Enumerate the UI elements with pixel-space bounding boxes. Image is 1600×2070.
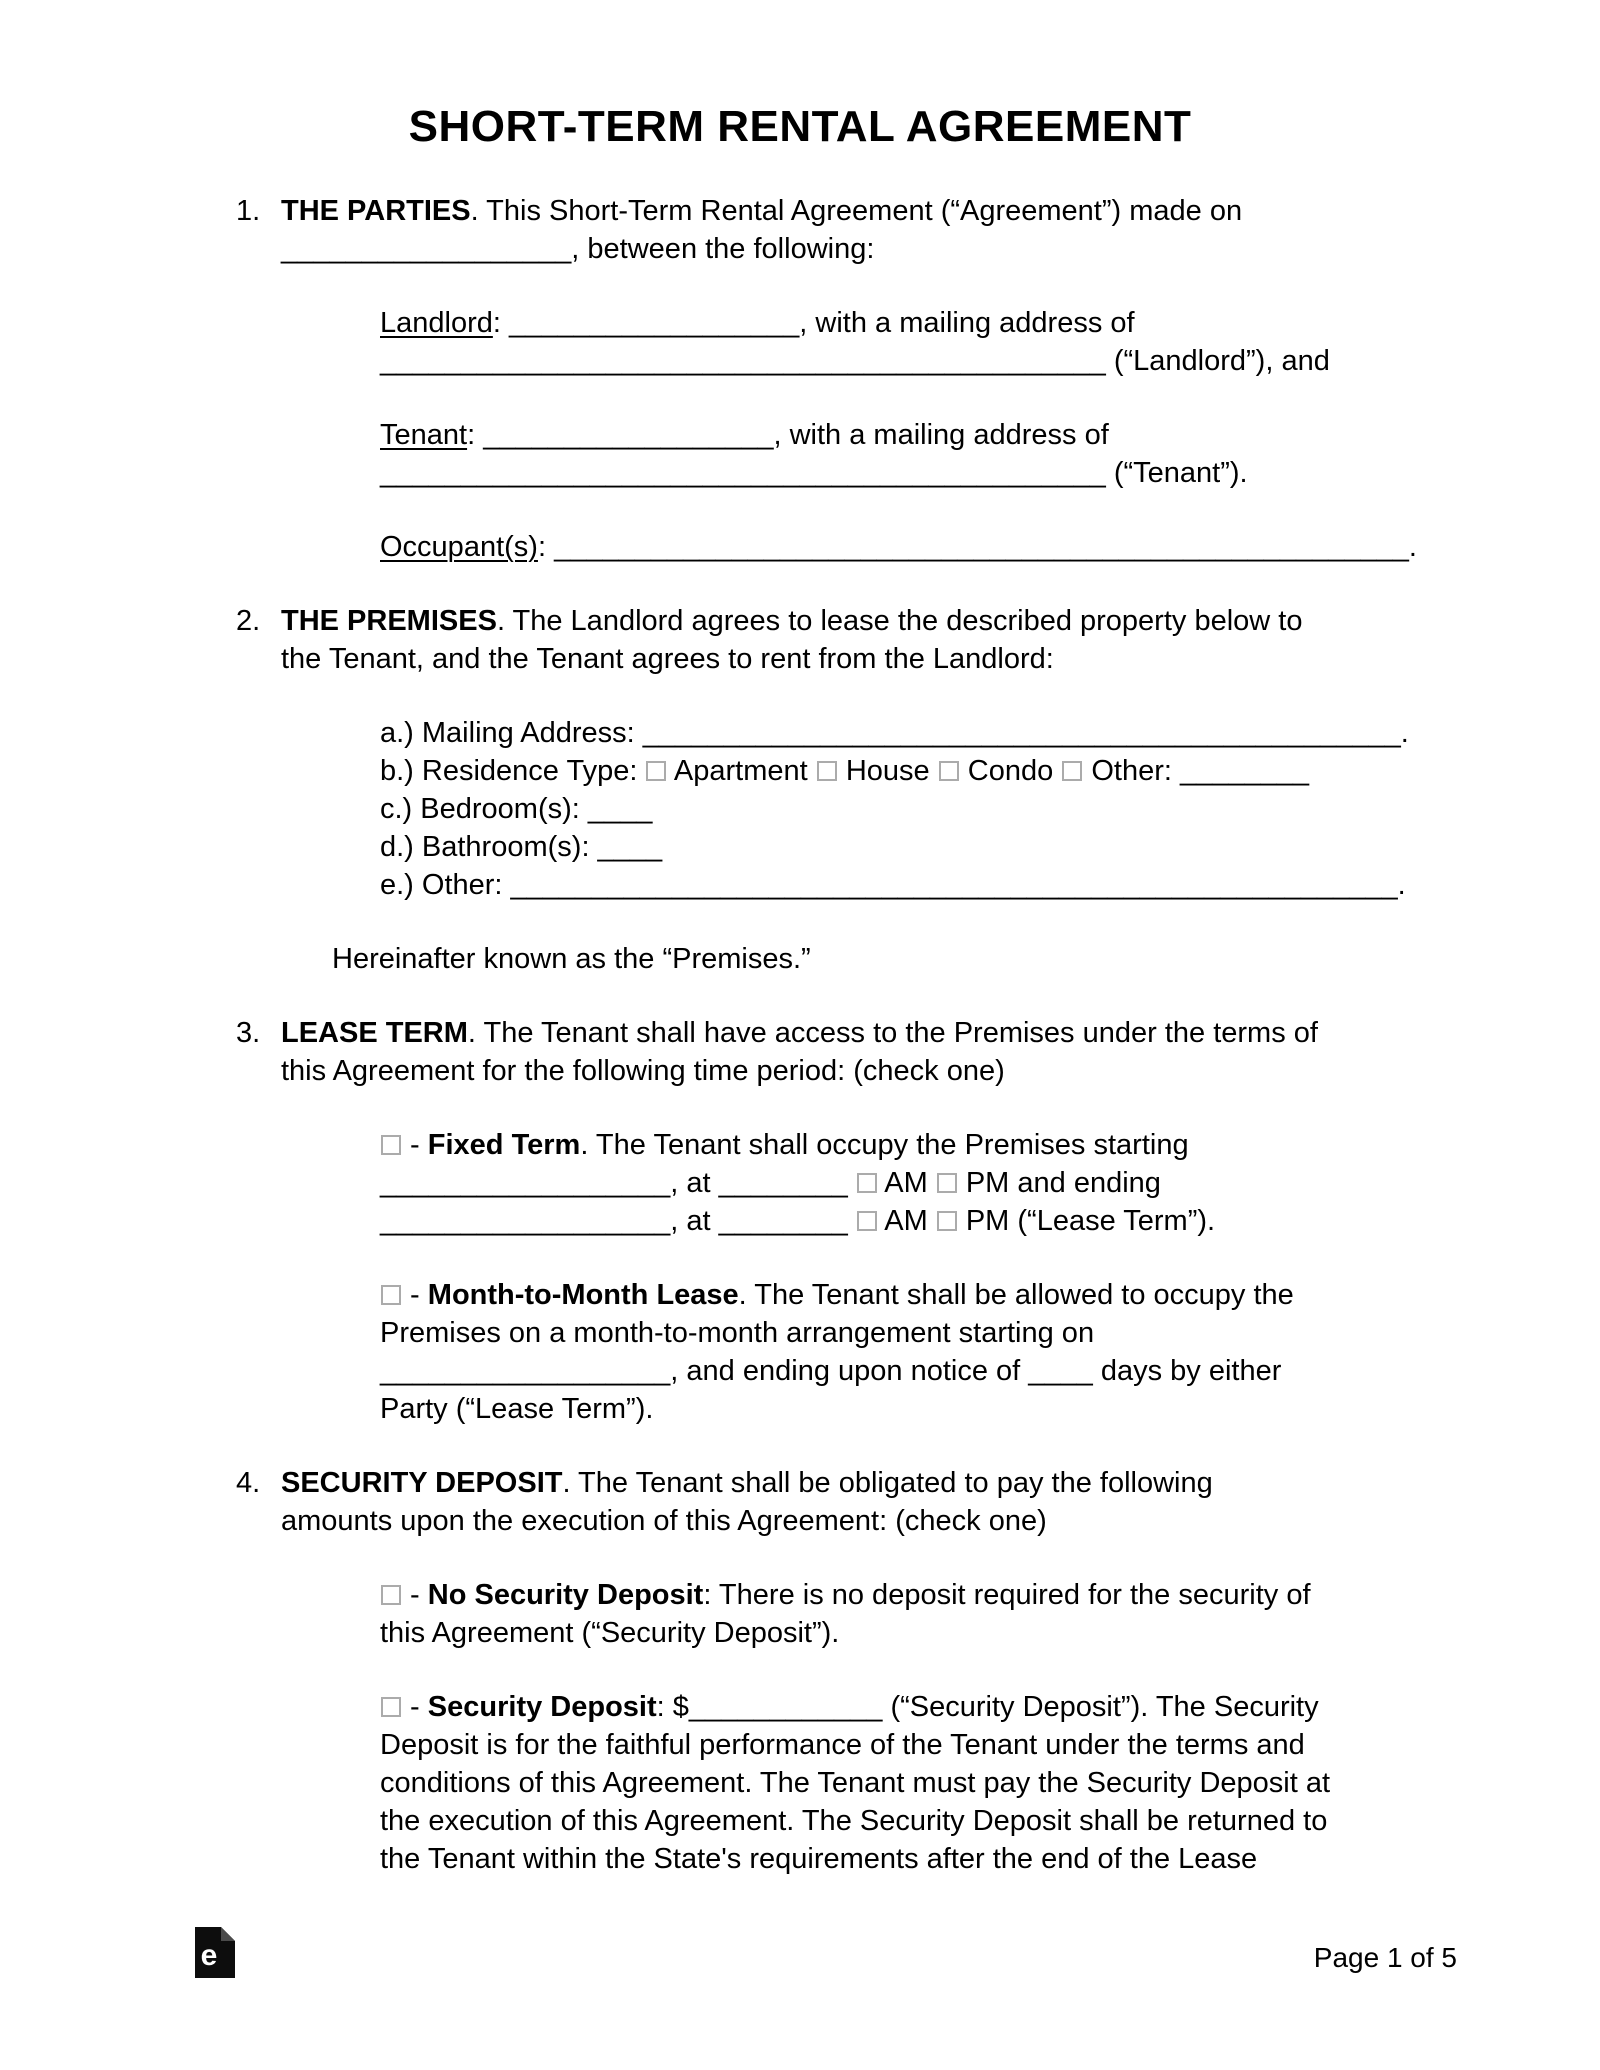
eforms-logo xyxy=(195,1927,235,1978)
text-line xyxy=(380,828,1486,866)
text-segment: Party (“Lease Term”). xyxy=(380,1393,654,1425)
text-segment: AM xyxy=(877,1167,936,1199)
text-segment: : __________________, with a mailing address of xyxy=(467,419,1109,451)
text-line xyxy=(281,1464,1213,1502)
text-segment: Hereinafter known as the “Premises.” xyxy=(332,943,811,975)
text-segment: House xyxy=(837,755,938,787)
text-segment: a.) Mailing Address: _______________________________________________. xyxy=(380,717,1409,749)
text-segment: b.) Residence Type: xyxy=(380,755,646,787)
text-line xyxy=(380,1390,1486,1428)
text-segment: the execution of this Agreement. The Security Deposit shall be returned to xyxy=(380,1805,1328,1837)
block-occupants xyxy=(380,528,1486,566)
text-line xyxy=(380,714,1486,752)
text-segment: : $____________ (“Security Deposit”). The Security xyxy=(656,1691,1319,1723)
text-line xyxy=(380,1576,1486,1614)
checkbox[interactable] xyxy=(381,1585,401,1605)
checkbox[interactable] xyxy=(381,1285,401,1305)
text-line xyxy=(380,342,1486,380)
text-segment: Other: ________ xyxy=(1083,755,1310,787)
text-segment: . The Landlord agrees to lease the described property below to xyxy=(496,605,1303,637)
block-lease-term xyxy=(236,1014,1486,1090)
text-segment: amounts upon the execution of this Agreement: (check one) xyxy=(281,1505,1047,1537)
text-segment: d.) Bathroom(s): ____ xyxy=(380,831,663,863)
text-line xyxy=(380,790,1486,828)
text-line xyxy=(380,1802,1486,1840)
text-segment: e.) Other: _______________________________________________________. xyxy=(380,869,1406,901)
checkbox[interactable] xyxy=(381,1135,401,1155)
text-segment: - xyxy=(402,1279,428,1311)
block-security-deposit xyxy=(236,1464,1486,1540)
text-emphasis: Security Deposit xyxy=(427,1691,657,1723)
logo-letter: e xyxy=(200,1939,218,1972)
text-segment: : __________________, with a mailing address of xyxy=(492,307,1135,339)
text-segment: this Agreement for the following time period: (check one) xyxy=(281,1055,1005,1087)
text-line xyxy=(281,1502,1213,1540)
block-the-premises xyxy=(236,602,1486,678)
text-line xyxy=(281,1014,1318,1052)
text-segment: __________________, at ________ xyxy=(380,1205,856,1237)
text-segment: __________________, at ________ xyxy=(380,1167,856,1199)
text-line xyxy=(380,1688,1486,1726)
text-line xyxy=(380,1840,1486,1878)
checkbox[interactable] xyxy=(1062,761,1082,781)
text-emphasis: Landlord xyxy=(380,307,493,339)
text-segment: - xyxy=(402,1579,428,1611)
block-tenant xyxy=(380,416,1486,492)
text-line xyxy=(380,1202,1486,1240)
text-emphasis: Month-to-Month Lease xyxy=(427,1279,739,1311)
block-premises-details xyxy=(380,714,1486,904)
section-number: 4. xyxy=(236,1467,261,1499)
text-segment: conditions of this Agreement. The Tenant must pay the Security Deposit at xyxy=(380,1767,1331,1799)
text-segment: the Tenant, and the Tenant agrees to rent from the Landlord: xyxy=(281,643,1054,675)
text-line xyxy=(380,454,1486,492)
section-number: 3. xyxy=(236,1017,261,1049)
text-line xyxy=(380,528,1486,566)
text-segment: __________________, between the following: xyxy=(281,233,875,265)
text-segment: PM and ending xyxy=(957,1167,1161,1199)
text-line xyxy=(380,304,1486,342)
text-segment: PM (“Lease Term”). xyxy=(957,1205,1216,1237)
text-emphasis: SECURITY DEPOSIT xyxy=(281,1467,563,1499)
text-segment: the Tenant within the State's requirements after the end of the Lease xyxy=(380,1843,1258,1875)
checkbox[interactable] xyxy=(937,1211,957,1231)
text-line xyxy=(281,1052,1318,1090)
text-line xyxy=(281,230,1242,268)
section-number: 2. xyxy=(236,605,261,637)
text-line xyxy=(380,1726,1486,1764)
text-emphasis: THE PREMISES xyxy=(281,605,497,637)
text-emphasis: No Security Deposit xyxy=(427,1579,704,1611)
text-emphasis: THE PARTIES xyxy=(281,195,471,227)
block-hereinafter xyxy=(332,940,1486,978)
text-segment: . The Tenant shall have access to the Premises under the terms of xyxy=(467,1017,1318,1049)
text-emphasis: Occupant(s) xyxy=(380,531,538,563)
document-page-icon xyxy=(195,1927,235,1978)
text-segment: Apartment xyxy=(667,755,816,787)
checkbox[interactable] xyxy=(857,1211,877,1231)
text-emphasis: LEASE TERM xyxy=(281,1017,468,1049)
text-segment: _____________________________________________ (“Landlord”), and xyxy=(380,345,1330,377)
text-segment: _____________________________________________ (“Tenant”). xyxy=(380,457,1248,489)
page-number-label: Page 1 of 5 xyxy=(1313,1942,1457,1973)
document-content xyxy=(236,192,1486,1914)
block-landlord xyxy=(380,304,1486,380)
block-fixed-term xyxy=(380,1126,1486,1240)
checkbox[interactable] xyxy=(381,1697,401,1717)
text-emphasis: Tenant xyxy=(380,419,468,451)
block-security-deposit-amount xyxy=(380,1688,1486,1878)
block-the-parties xyxy=(236,192,1486,268)
text-segment: Deposit is for the faithful performance of the Tenant under the terms and xyxy=(380,1729,1305,1761)
text-segment: . The Tenant shall occupy the Premises starting xyxy=(580,1129,1189,1161)
text-line xyxy=(380,1164,1486,1202)
text-segment: Premises on a month-to-month arrangement starting on xyxy=(380,1317,1095,1349)
text-line xyxy=(380,1314,1486,1352)
text-segment: c.) Bedroom(s): ____ xyxy=(380,793,653,825)
text-line xyxy=(380,1764,1486,1802)
text-line xyxy=(380,1352,1486,1390)
text-segment: . The Tenant shall be allowed to occupy the xyxy=(738,1279,1294,1311)
text-segment: . The Tenant shall be obligated to pay the following xyxy=(562,1467,1213,1499)
checkbox[interactable] xyxy=(937,1173,957,1193)
text-segment: this Agreement (“Security Deposit”). xyxy=(380,1617,840,1649)
text-segment: - xyxy=(402,1129,428,1161)
text-line xyxy=(332,940,1486,978)
checkbox[interactable] xyxy=(817,761,837,781)
checkbox[interactable] xyxy=(857,1173,877,1193)
text-segment: AM xyxy=(877,1205,936,1237)
document-title: SHORT-TERM RENTAL AGREEMENT xyxy=(408,102,1192,151)
text-segment: : There is no deposit required for the security of xyxy=(703,1579,1311,1611)
text-line xyxy=(380,752,1486,790)
text-line xyxy=(380,1614,1486,1652)
text-segment: . This Short-Term Rental Agreement (“Agreement”) made on xyxy=(470,195,1243,227)
checkbox[interactable] xyxy=(646,761,666,781)
text-line xyxy=(380,866,1486,904)
text-segment: Condo xyxy=(959,755,1062,787)
text-emphasis: Fixed Term xyxy=(427,1129,581,1161)
text-line xyxy=(380,1126,1486,1164)
text-segment: __________________, and ending upon notice of ____ days by either xyxy=(380,1355,1282,1387)
text-line xyxy=(281,602,1302,640)
text-line xyxy=(380,416,1486,454)
text-line xyxy=(380,1276,1486,1314)
text-line xyxy=(281,192,1242,230)
text-line xyxy=(281,640,1302,678)
text-segment: - xyxy=(402,1691,428,1723)
section-number: 1. xyxy=(236,195,261,227)
text-segment: : _____________________________________________________. xyxy=(537,531,1417,563)
block-no-security-deposit xyxy=(380,1576,1486,1652)
block-month-to-month xyxy=(380,1276,1486,1428)
checkbox[interactable] xyxy=(939,761,959,781)
